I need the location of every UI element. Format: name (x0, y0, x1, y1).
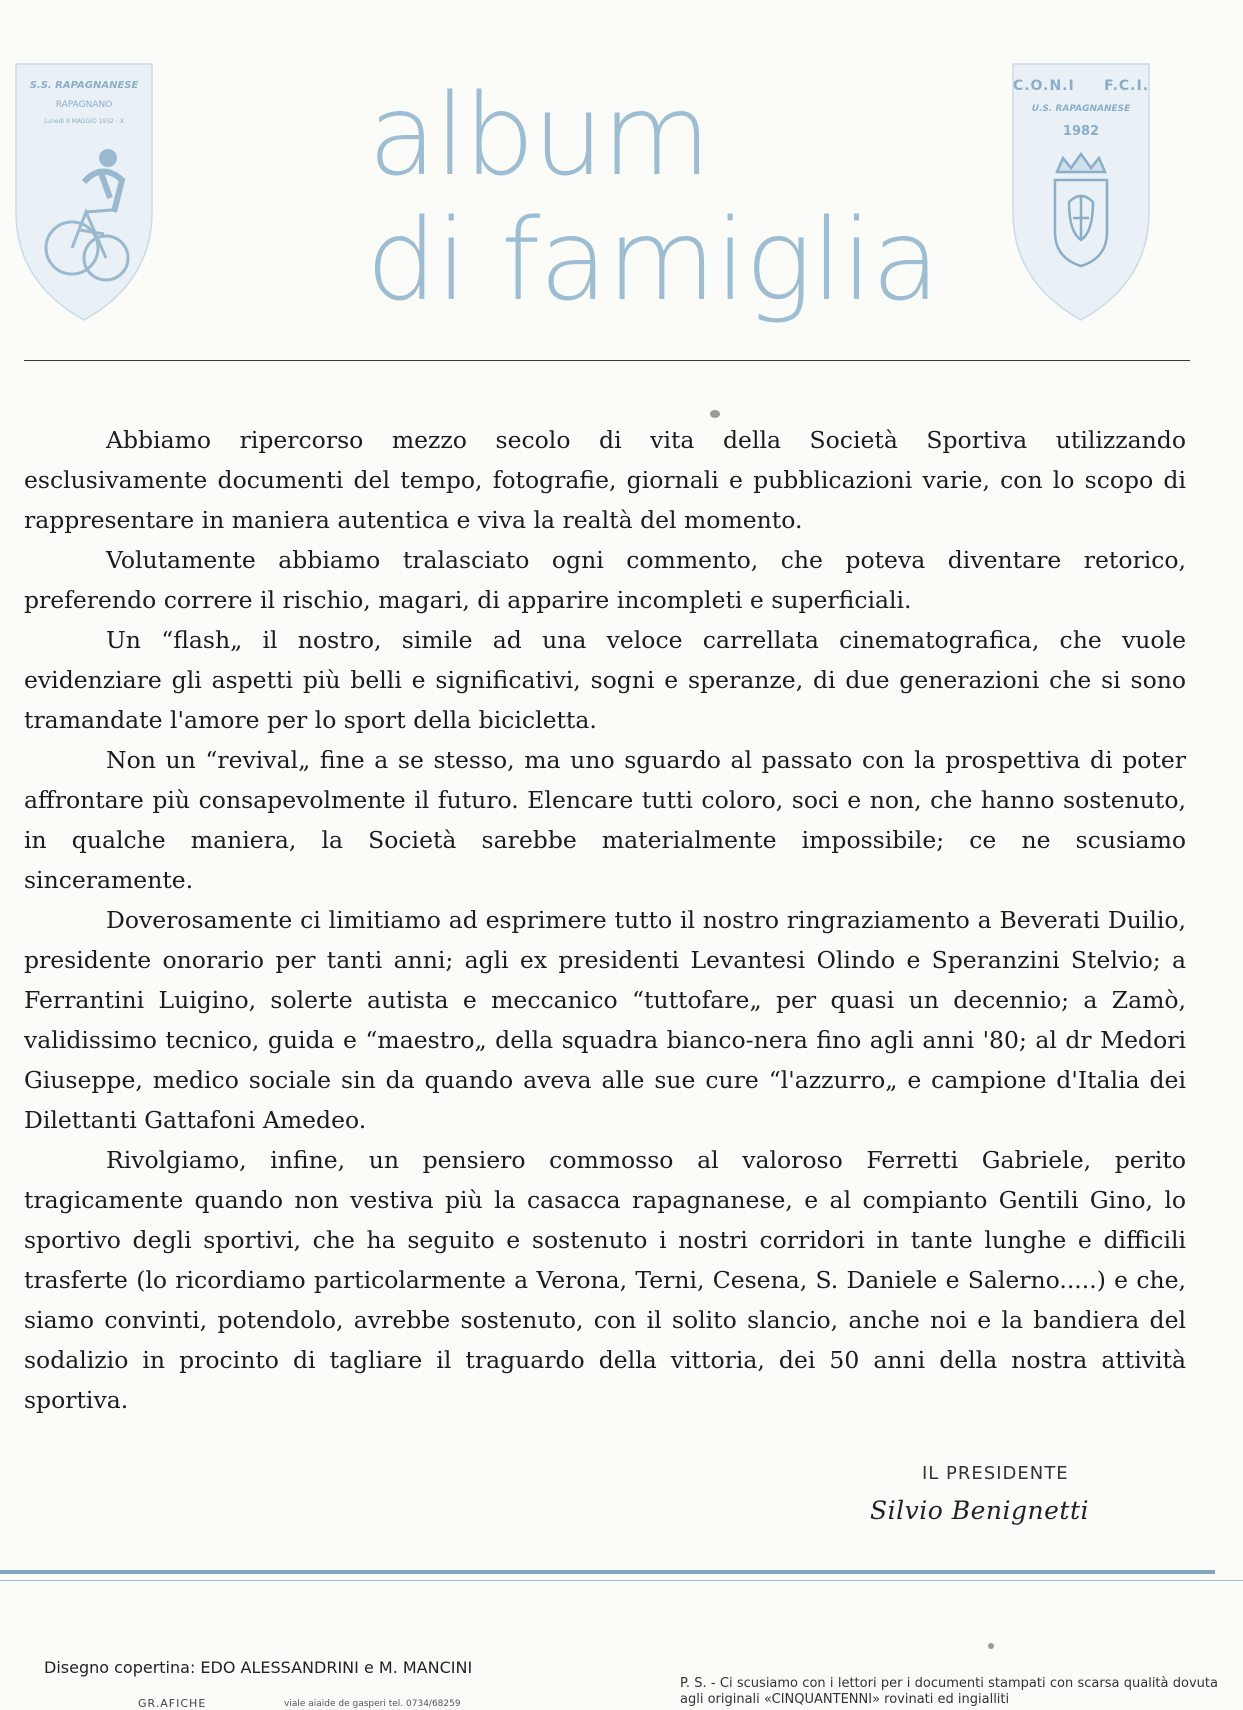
president-signature: Silvio Benignetti (870, 1496, 1089, 1525)
cyclist-shield-logo (14, 62, 154, 322)
paragraph: Doverosamente ci limitiamo ad esprimere tutto il nostro ringraziamento a Beverati Duilio, presidente onorario per tanti anni; agli ex presidenti Levantesi Olindo e Speranzini Stelvio; a Ferrantini Luigino, solerte autista e meccanico “tuttofare„ per quasi un decennio; a Zamò, validissimo tecnico, guida e “maestro„ della squadra bianco-nera fino agli anni '80; al dr Medori Giuseppe, medico sociale sin da quando aveva alle sue cure “l'azzurro„ e campione d'Italia dei Dilettanti Gattafoni Amedeo. (24, 906, 1186, 1134)
paragraph: Rivolgiamo, infine, un pensiero commosso al valoroso Ferretti Gabriele, perito tragicamente quando non vestiva più la casacca rapagnanese, e al compianto Gentili Gino, lo sportivo degli sportivi, che ha seguito e sostenuto i nostri corridori in tante lunghe e difficili trasferte (lo ricordiamo particolarmente a Verona, Terni, Cesena, S. Daniele e Salerno.....) e che, siamo convinti, potendolo, avrebbe sostenuto, con il solito slancio, anche noi e la bandiera del sodalizio in procinto di tagliare il traguardo della vittoria, dei 50 anni della nostra attività sportiva. (24, 1146, 1186, 1414)
shield-right-federations: C.O.N.I F.C.I. (1012, 78, 1150, 94)
printer-address: viale aiaide de gasperi tel. 0734/68259 (284, 1699, 461, 1709)
paragraph: Un “flash„ il nostro, simile ad una veloce carrellata cinematografica, che vuole evidenziare gli aspetti più belli e significativi, sogni e speranze, di due generazioni che si sono tramandate l'amore per lo sport della bicicletta. (24, 626, 1186, 734)
cover-design-credit: Disegno copertina: EDO ALESSANDRINI e M. MANCINI (44, 1658, 473, 1677)
title-di-famiglia: di famiglia (366, 196, 940, 326)
title-album: album (368, 71, 709, 201)
shield-right-year: 1982 (1062, 124, 1100, 139)
president-label: IL PRESIDENTE (922, 1463, 1069, 1484)
printer-name: GR.AFICHE (138, 1697, 207, 1710)
shield-left-name: S.S. RAPAGNANESE (29, 80, 139, 91)
header-divider (24, 360, 1190, 361)
paragraph: Abbiamo ripercorso mezzo secolo di vita della Società Sportiva utilizzando esclusivamente documenti del tempo, fotografie, giornali e pubblicazioni varie, con lo scopo di rappresentare in maniera autentica e viva la realtà del momento. (24, 426, 1186, 534)
letter-body (24, 420, 1186, 1420)
coat-of-arms-shield-logo (1011, 62, 1151, 322)
paper-stain (710, 410, 720, 418)
shield-left-place: RAPAGNANO (55, 100, 113, 110)
footer-band (0, 1570, 1215, 1574)
paper-stain (988, 1643, 994, 1649)
postscript-note: P. S. - Ci scusiamo con i lettori per i documenti stampati con scarsa qualità dovuta agli originali «CINQUANTENNI» rovinati ed ingialliti (680, 1676, 1218, 1707)
paragraph: Volutamente abbiamo tralasciato ogni commento, che poteva diventare retorico, preferendo correre il rischio, magari, di apparire incompleti e superficiali. (24, 546, 1186, 614)
shield-right-club: U.S. RAPAGNANESE (1031, 104, 1131, 114)
shield-outline-icon (1011, 62, 1151, 322)
paragraph: Non un “revival„ fine a se stesso, ma uno sguardo al passato con la prospettiva di poter affrontare più consapevolmente il futuro. Elencare tutti coloro, soci e non, che hanno sostenuto, in qualche maniera, la Società sarebbe materialmente impossibile; ce ne scusiamo sinceramente. (24, 746, 1186, 894)
footer-divider (0, 1580, 1243, 1581)
signature-block (870, 1463, 1130, 1525)
shield-left-date: Lunedì 9 MAGGIO 1932 - X (44, 118, 124, 125)
